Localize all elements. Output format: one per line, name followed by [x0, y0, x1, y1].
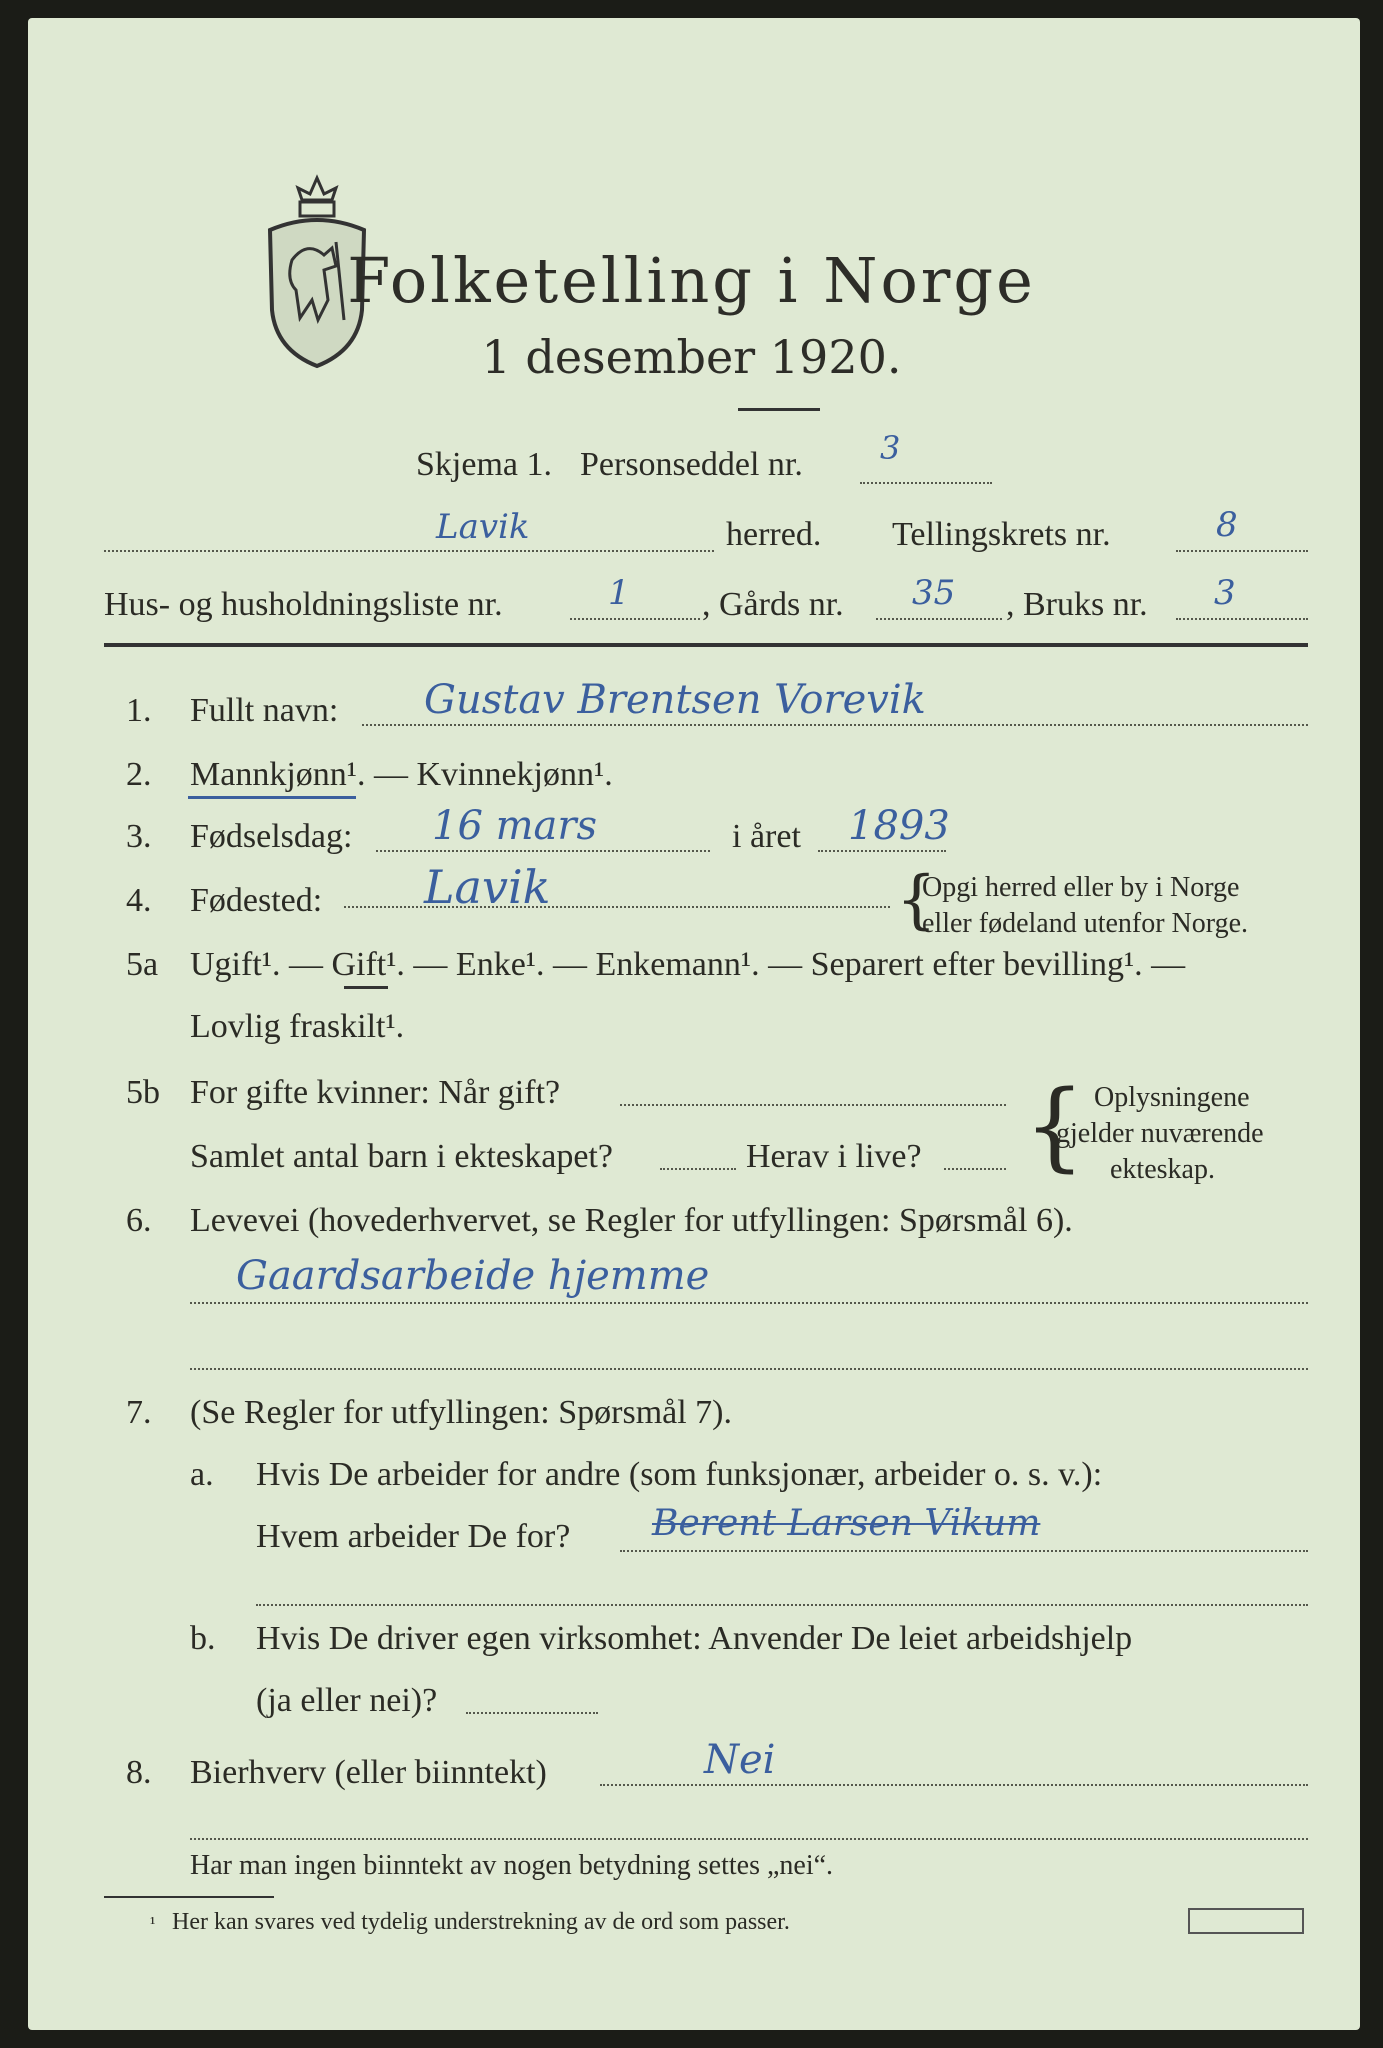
q4-note-line2: eller fødeland utenfor Norge. — [922, 908, 1249, 939]
hus-value: 1 — [608, 573, 630, 613]
q8-label: Bierhverv (eller biinntekt) — [190, 1754, 547, 1791]
q7-label: (Se Regler for utfyllingen: Spørsmål 7). — [190, 1394, 733, 1431]
q6-dotted-line-2 — [190, 1368, 1308, 1370]
q5a-number: 5a — [126, 946, 159, 983]
q5a-line2: Lovlig fraskilt¹. — [190, 1008, 405, 1045]
q7b-line1: Hvis De driver egen virksomhet: Anvender De leiet arbeidshjelp — [256, 1620, 1133, 1657]
q8-value: Nei — [704, 1737, 776, 1783]
q3-year-value: 1893 — [848, 803, 950, 849]
hus-dotted-line — [570, 618, 700, 620]
bruks-value: 3 — [1214, 573, 1236, 613]
header-divider — [104, 643, 1308, 647]
q3-number: 3. — [126, 818, 152, 855]
printer-stamp — [1188, 1908, 1304, 1934]
tellingskrets-value: 8 — [1216, 505, 1238, 545]
q5b-barn-dotted-line — [660, 1168, 736, 1170]
q7-number: 7. — [126, 1394, 152, 1431]
q5b-note-line2: gjelder nuværende — [1056, 1118, 1264, 1149]
bruks-label: , Bruks nr. — [1006, 586, 1148, 623]
q5a-line1: Ugift¹. — Gift¹. — Enke¹. — Enkemann¹. — Separert efter bevilling¹. — — [190, 946, 1186, 983]
q3-value: 16 mars — [432, 803, 598, 849]
q7a-dotted-line-1 — [620, 1550, 1308, 1552]
q5b-line2a: Samlet antal barn i ekteskapet? — [190, 1138, 613, 1175]
q5b-gift-dotted-line — [620, 1104, 1006, 1106]
q4-note-brace: { — [896, 863, 937, 937]
q3-year-dotted-line — [818, 850, 946, 852]
q4-value: Lavik — [424, 860, 551, 914]
q4-label: Fødested: — [190, 882, 323, 919]
q7b-line2: (ja eller nei)? — [256, 1682, 438, 1719]
q5b-note-line3: ekteskap. — [1110, 1154, 1215, 1185]
q3-dotted-line — [376, 850, 710, 852]
gards-value: 35 — [912, 573, 956, 613]
q8-number: 8. — [126, 1754, 152, 1791]
q7a-line1: Hvis De arbeider for andre (som funksjonær, arbeider o. s. v.): — [256, 1456, 1103, 1493]
q7b-dotted-line — [466, 1712, 598, 1714]
q7a-dotted-line-2 — [256, 1604, 1308, 1606]
q8-dotted-line-1 — [600, 1784, 1308, 1786]
census-date: 1 desember 1920. — [481, 330, 902, 384]
footnote-rule — [104, 1896, 274, 1898]
q5b-number: 5b — [126, 1074, 160, 1111]
page-title: Folketelling i Norge — [347, 244, 1036, 317]
q8-dotted-line-2 — [190, 1838, 1308, 1840]
hus-label: Hus- og husholdningsliste nr. — [104, 586, 503, 623]
q1-label: Fullt navn: — [190, 692, 339, 729]
q5b-note-brace: { — [1024, 1070, 1086, 1182]
q3-year-label: i året — [732, 818, 801, 855]
herred-dotted-line — [104, 550, 714, 552]
personseddel-label: Personseddel nr. — [580, 446, 803, 483]
skjema-label: Skjema 1. — [416, 446, 552, 483]
footnote-mark: ¹ — [150, 1913, 156, 1933]
q5b-line1: For gifte kvinner: Når gift? — [190, 1074, 561, 1111]
footnote-text: Her kan svares ved tydelig understrekning av de ord som passer. — [172, 1909, 790, 1935]
q1-number: 1. — [126, 692, 152, 729]
q5b-live-dotted-line — [944, 1168, 1006, 1170]
gards-dotted-line — [876, 618, 1002, 620]
biinntekt-note: Har man ingen biinntekt av nogen betydning settes „nei“. — [190, 1850, 834, 1881]
q7a-value: Berent Larsen Vikum — [652, 1503, 1041, 1544]
q1-dotted-line — [362, 724, 1308, 726]
q6-number: 6. — [126, 1202, 152, 1239]
q6-dotted-line-1 — [190, 1302, 1308, 1304]
title-rule — [738, 408, 820, 411]
q7a-letter: a. — [190, 1456, 214, 1493]
q2-label: Mannkjønn¹. — Kvinnekjønn¹. — [190, 756, 613, 793]
q5b-line2b: Herav i live? — [746, 1138, 922, 1175]
q5a-gift-underline — [344, 986, 388, 989]
tellingskrets-label: Tellingskrets nr. — [892, 516, 1111, 553]
q7a-line2: Hvem arbeider De for? — [256, 1518, 571, 1555]
q6-value: Gaardsarbeide hjemme — [236, 1253, 710, 1299]
gards-label: , Gårds nr. — [702, 586, 844, 623]
q4-note-line1: Opgi herred eller by i Norge — [922, 872, 1240, 903]
q4-number: 4. — [126, 882, 152, 919]
bruks-dotted-line — [1176, 618, 1308, 620]
q6-label: Levevei (hovederhvervet, se Regler for utfyllingen: Spørsmål 6). — [190, 1202, 1073, 1239]
q7b-letter: b. — [190, 1620, 216, 1657]
q3-label: Fødselsdag: — [190, 818, 353, 855]
q4-dotted-line — [344, 906, 890, 908]
herred-value: Lavik — [436, 507, 530, 547]
herred-label: herred. — [726, 516, 822, 553]
personseddel-dotted-line — [860, 482, 992, 484]
q1-value: Gustav Brentsen Vorevik — [424, 677, 926, 723]
tellingskrets-dotted-line — [1176, 550, 1308, 552]
q2-mannkjonn-underline — [188, 796, 356, 799]
q2-number: 2. — [126, 756, 152, 793]
q5b-note-line1: Oplysningene — [1094, 1082, 1250, 1113]
personseddel-value: 3 — [880, 429, 901, 467]
